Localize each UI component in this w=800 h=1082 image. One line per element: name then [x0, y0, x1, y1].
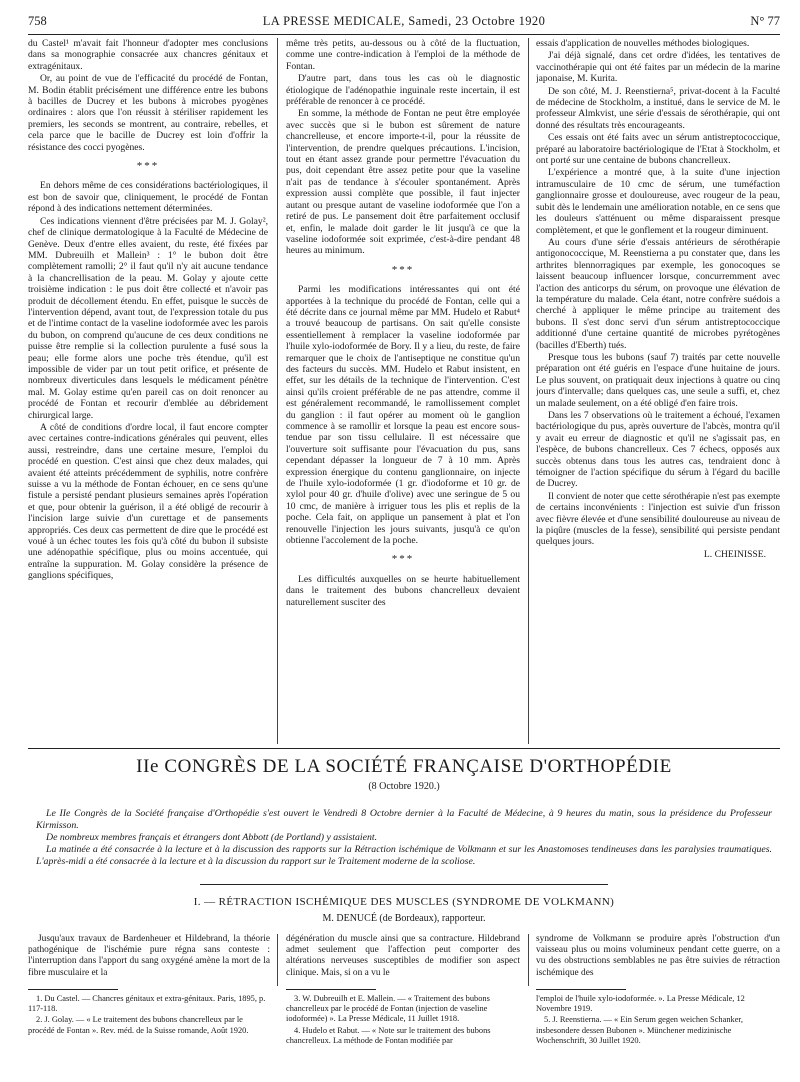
section-rule	[28, 748, 780, 749]
congress-intro	[36, 808, 772, 868]
report-column-2	[286, 934, 520, 986]
column-divider	[277, 38, 278, 744]
paragraph: Parmi les modifications intéressantes qui ont été apportées à la technique du procédé de Fontan, celle qui a été décrite dans ce journal même par MM. Hudelo et Rabut⁴ a trouvé beaucoup de partisans. On sait qu'elle consiste essentiellement à remplacer la vaseline iodoformée par l'huile xylo-iodoformée de Bory. Il y a lieu, du reste, de faire remarquer que le choix de l'antiseptique ne constitue qu'un des facteurs du succès. MM. Hudelo et Rabut insistent, en effet, sur les détails de la technique de l'intervention. C'est ainsi qu'ils croient préférable de ne pas attendre, comme il est généralement recommandé, le ramollissement complet du ganglion : il faut opérer au moment où le ganglion commence à se ramollir et lorsque la peau est encore sous-tendue par son tissu cellulaire. Il est nécessaire que l'ouverture soit suffisante pour l'évacuation du pus, sans cependant dépasser la longueur de 7 à 10 mm. Après expression énergique du contenu ganglionnaire, on injecte de l'huile xylo-iodoformée (1 gr. d'iodoforme et 10 gr. de xylol pour 40 gr. d'huile d'olive) avec une seringue de 5 ou 10 cmc, de manière à irriguer tous les plis et replis de la poche. Cela fait, on applique un pansement à plat et l'on renouvelle l'injection les jours suivants, jusqu'à ce qu'on obtienne l'accolement de la poche.	[286, 284, 520, 547]
footnote: 5. J. Reenstierna. — « Ein Serum gegen weichen Schanker, insbesondere dessen Bubonen ». Münchener medizinische Wochenschrift, 30 Juillet 1920.	[536, 1015, 743, 1045]
footnote: 1. Du Castel. — Chancres génitaux et extra-génitaux. Paris, 1895, p. 117-118.	[28, 994, 266, 1014]
congress-title: IIe CONGRÈS DE LA SOCIÉTÉ FRANÇAISE D'ORTHOPÉDIE	[136, 756, 672, 777]
issue-number: N° 77	[750, 14, 780, 28]
paragraph: De son côté, M. J. Reenstierna⁵, privat-docent à la Faculté de médecine de Stockholm, a institué, dans le service de M. le professeur Almkvist, une série d'essais de sérothérapie, qui ont donné des résultats très encourageants.	[536, 85, 780, 131]
paragraph: En somme, la méthode de Fontan ne peut être employée avec succès que si le bubon est sûrement de nature chancrelleuse, et encore importe-t-il, pour la réussite de l'intervention, de prendre quelques précautions. L'incision, tout en étant assez grande pour permettre l'évacuation du pus, doit cependant être assez petite pour que la vaseline n'ait pas de tendance à s'écouler spontanément. Après expression aussi complète que possible, il faut injecter autant ou presque autant de vaseline iodoformée que l'on a retiré de pus. Le pansement doit être parfaitement occlusif et, enfin, le malade doit garder le lit jusqu'à ce que la vaseline iodoformée soit exprimée, c'est-à-dire pendant 48 heures au minimum.	[286, 108, 520, 257]
paragraph: Presque tous les bubons (sauf 7) traités par cette nouvelle préparation ont été guéris en l'espace d'une huitaine de jours. Le plus souvent, on pratiquait deux injections à quatre ou cinq jours d'intervalle; dans quelques cas, une seule a suffi, et, chez un malade seulement, on a été obligé d'en faire trois.	[536, 351, 780, 409]
section-separator: ***	[391, 553, 415, 566]
intro-paragraph: La matinée a été consacrée à la lecture et à la discussion des rapports sur la Rétraction ischémique de Volkmann et sur les Anastomoses tendineuses dans les paralysies traumatiques. L'après-midi a été consacrée à la lecture et à la discussion du rapport sur le Traitement moderne de la scoliose.	[36, 844, 772, 867]
section-separator: ***	[136, 160, 160, 173]
footnote-rule	[286, 989, 376, 990]
section-title: I. — RÉTRACTION ISCHÉMIQUE DES MUSCLES (SYNDROME DE VOLKMANN)	[193, 896, 615, 908]
paragraph: En dehors même de ces considérations bactériologiques, il est bon de savoir que, cliniquement, le procédé de Fontan répond à des indications nettement déterminées.	[28, 180, 268, 215]
paragraph: du Castel¹ m'avait fait l'honneur d'adopter mes conclusions dans sa monographie consacrée aux chancres génitaux et extragénitaux.	[28, 38, 268, 72]
paragraph: même très petits, au-dessous ou à côté de la fluctuation, comme une contre-indication à l'emploi de la méthode de Fontan.	[286, 38, 520, 72]
paragraph: Au cours d'une série d'essais antérieurs de sérothérapie antigonococcique, M. Reenstierna a pu constater que, dans les arthrites blennorragiques par exemple, les gonocoques se laissent beaucoup influencer lorsque, concurremment avec l'action des anticorps du sérum, on provoque une élévation de la température du malade. Cela étant, notre confrère suédois a cherché à appliquer le même principe au traitement des bubons. Il s'est donc servi d'un sérum antistreptococcique additionné d'une certaine quantité de microbes pyrétogènes (bacilles d'Eberth) tués.	[536, 236, 780, 351]
article-column-2	[286, 38, 520, 744]
congress-date: (8 Octobre 1920.)	[368, 781, 440, 792]
paragraph: J'ai déjà signalé, dans cet ordre d'idées, les tentatives de vaccinothérapie qui ont été faites par un médecin de la marine japonaise, M. Kurita.	[536, 50, 780, 85]
paragraph: Les difficultés auxquelles on se heurte habituellement dans le traitement des bubons chancrelleux devaient naturellement susciter des	[286, 573, 520, 608]
paragraph: syndrome de Volkmann se produire après l'obstruction d'un vaisseau plus ou moins volumineux pendant cette guerre, on a vu des obstructions semblables ne pas être suivies de rétraction ischémique des	[536, 934, 780, 978]
column-divider	[277, 934, 278, 986]
footnotes-column-1	[28, 994, 270, 1074]
column-divider	[528, 38, 529, 744]
short-rule	[200, 884, 608, 885]
section-author: M. DENUCÉ (de Bordeaux), rapporteur.	[322, 913, 486, 924]
paragraph: dégénération du muscle ainsi que sa contracture. Hildebrand admet seulement que l'affection peut comporter des altérations nerveuses susceptibles de modifier son aspect clinique. Mais, si on a vu le	[286, 934, 520, 978]
page-number: 758	[28, 14, 47, 28]
report-column-1	[28, 934, 270, 986]
paragraph: D'autre part, dans tous les cas où le diagnostic étiologique de l'adénopathie inguinale reste incertain, il est préférable de renoncer à ce procédé.	[286, 73, 520, 108]
paragraph: L'expérience a montré que, à la suite d'une injection intramusculaire de 10 cmc de sérum, une tuméfaction ganglionnaire grosse et douloureuse, avec rougeur de la peau, subit dès le lendemain une amélioration notable, en ce sens que les douleurs s'atténuent ou même disparaissent presque complètement, et que le gonflement et la rougeur diminuent.	[536, 167, 780, 236]
article-column-3	[536, 38, 780, 744]
footnotes-column-2	[286, 994, 520, 1074]
header-rule	[28, 34, 780, 35]
paragraph: Ces indications viennent d'être précisées par M. J. Golay², chef de clinique dermatologique à la Faculté de Médecine de Genève. Deux d'entre elles avaient, du reste, été fixées par MM. Dubreuilh et Mallein³ : 1° le bubon doit être complètement ramolli; 2° il faut qu'il n'y ait aucune tendance à la chancrellisation de la peau. M. Golay y ajoute cette troisième indication : le pus doit être collecté et n'avoir pas produit de décollement étendu. En effet, puisque le succès de l'intervention dépend, avant tout, de l'expression totale du pus et de l'intime contact de la vaseline iodoformée avec les parois du bubon, on comprend qu'aucune de ces deux conditions ne puisse être remplie si la collection purulente a fusé sous la peau; elle forme alors une poche très étendue, qu'il est impossible de vider par un tout petit orifice, et présente de nombreux diverticules dans lesquels le médicament pénètre mal. M. Golay estime qu'en pareil cas on doit renoncer au procédé de Fontan et recourir d'emblée au débridement chirurgical large.	[28, 215, 268, 421]
paragraph: Ces essais ont été faits avec un sérum antistreptococcique, préparé au laboratoire bactériologique de l'Etat à Stockholm, et ont porté sur une centaine de bubons chancrelleux.	[536, 132, 780, 167]
paragraph: Jusqu'aux travaux de Bardenheuer et Hildebrand, la théorie pathogénique de l'ischémie pure régna sans conteste : l'interruption dans l'apport du sang oxygéné amène la mort de la fibre musculaire et la	[28, 934, 270, 978]
footnote: 3. W. Dubreuilh et E. Mallein. — « Traitement des bubons chancrelleux par le procédé de Fontan (injection de vaseline iodoformée) ». La Presse Médicale, 11 Juillet 1918.	[286, 994, 490, 1024]
intro-paragraph: De nombreux membres français et étrangers dont Abbott (de Portland) y assistaient.	[46, 832, 378, 843]
journal-title: LA PRESSE MEDICALE, Samedi, 23 Octobre 1920	[262, 14, 546, 28]
paragraph: Or, au point de vue de l'efficacité du procédé de Fontan, M. Bodin établit précisément une différence entre les bubons à bacilles de Ducrey et les bubons à microbes pyogènes ordinaires : alors que l'on réussit à stériliser rapidement les premiers, les seconds se montrent, au contraire, rebelles, et cela parce que le bacille de Ducrey est loin d'offrir la résistance des cocci pyogènes.	[28, 73, 268, 153]
paragraph: A côté de conditions d'ordre local, il faut encore compter avec certaines contre-indications générales qui peuvent, elles aussi, restreindre, dans une certaine mesure, l'emploi du procédé en question. C'est ainsi que chez deux malades, qui avaient été atteints précédemment de syphilis, notre confrère suisse a vu la méthode de Fontan échouer, en ce sens qu'une fistule a persisté pendant plusieurs semaines après l'opération et que, pour obtenir la guérison, il a été obligé de recourir à l'incision large suivie d'un curettage et de pansements appropriés. Ces deux cas permettent de dire que le procédé est voué à un échec toutes les fois qu'à côté du bubon il subsiste une adénopathie spécifique, plus ou moins accentuée, qui entraîne la suppuration. M. Golay considère la présence de ganglions spécifiques,	[28, 422, 268, 582]
paragraph: Dans les 7 observations où le traitement a échoué, l'examen bactériologique du pus, après ouverture de l'abcès, montra qu'il y avait eu erreur de diagnostic et qu'il ne s'agissait pas, en l'espèce, de bubons chancrelleux. Ces 7 échecs, opposés aux succès obtenus dans tous les autres cas, tendraient donc à témoigner de l'action spécifique du sérum à l'égard du bacille de Ducrey.	[536, 410, 780, 490]
column-divider	[528, 934, 529, 986]
article-column-1	[28, 38, 268, 744]
page-header	[28, 14, 780, 32]
paragraph: Il convient de noter que cette sérothérapie n'est pas exempte de certains inconvénients : l'injection est suivie d'un frisson avec fièvre élevée et d'une sensibilité douloureuse au niveau de la piqûre (muscles de la fesse), sensibilité qui persiste pendant quelques jours.	[536, 490, 780, 548]
footnotes-column-3	[536, 994, 780, 1074]
section-separator: ***	[391, 263, 415, 276]
footnote-rule	[28, 989, 118, 990]
footnote: 4. Hudelo et Rabut. — « Note sur le traitement des bubons chancrelleux. La méthode de Fontan modifiée par	[286, 1025, 491, 1045]
footnote: 2. J. Golay. — « Le traitement des bubons chancrelleux par le procédé de Fontan ». Rev. méd. de la Suisse romande, Août 1920.	[28, 1015, 249, 1035]
report-column-3	[536, 934, 780, 986]
intro-paragraph: Le IIe Congrès de la Société française d'Orthopédie s'est ouvert le Vendredi 8 Octobre dernier à la Faculté de Médecine, à 9 heures du matin, sous la présidence du Professeur Kirmisson.	[36, 808, 772, 831]
paragraph: essais d'application de nouvelles méthodes biologiques.	[536, 38, 750, 49]
author-signature: L. CHEINISSE.	[703, 548, 766, 560]
footnote-rule	[536, 989, 626, 990]
footnote: l'emploi de l'huile xylo-iodoformée. ». La Presse Médicale, 12 Novembre 1919.	[536, 994, 745, 1014]
